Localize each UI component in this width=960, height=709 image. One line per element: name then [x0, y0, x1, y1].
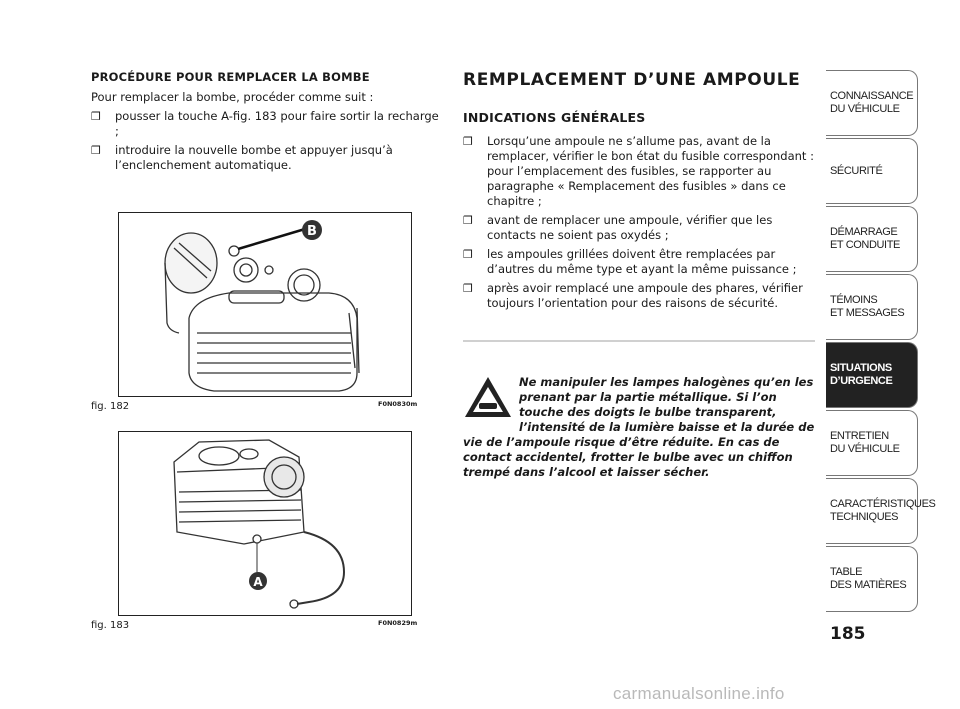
- checkbox-bullet-icon: ❒: [91, 144, 101, 157]
- checkbox-bullet-icon: ❒: [463, 135, 473, 148]
- warning-text: Ne manipuler les lampes halogènes qu’en les prenant par la partie métallique. Si l’on touche des doigts le bulbe transparent, l’intensité de la lumière baisse et la durée de vie de l’ampoule risque d’être réduite. En cas de contact accidentel, frotter le bulbe avec un chiffon trempé dans l’alcool et laisser sécher.: [463, 375, 815, 479]
- tab-situations-urgence[interactable]: SITUATIONS D’URGENCE: [826, 342, 918, 408]
- tab-demarrage[interactable]: DÉMARRAGE ET CONDUITE: [826, 206, 918, 272]
- page-number: 185: [830, 624, 866, 644]
- list-item-text: après avoir remplacé une ampoule des phares, vérifier toujours l’orientation pour des raisons de sécurité.: [487, 281, 803, 310]
- page-title: REMPLACEMENT D’UNE AMPOULE: [463, 70, 801, 90]
- tab-caracteristiques[interactable]: CARACTÉRISTIQUES TECHNIQUES: [826, 478, 918, 544]
- figure-caption: fig. 183: [91, 620, 130, 631]
- list-item-text: Lorsqu’une ampoule ne s’allume pas, avant de la remplacer, vérifier le bon état du fusible correspondant : pour l’emplacement des fusibles, se rapporter au paragraphe « Remplacement des fusibles » dans ce chapitre ;: [487, 134, 814, 208]
- intro-text: Pour remplacer la bombe, procéder comme suit :: [91, 90, 374, 104]
- checkbox-bullet-icon: ❒: [463, 282, 473, 295]
- list-item: [91, 143, 443, 173]
- list-item: [463, 134, 815, 209]
- figure-caption: fig. 182: [91, 401, 130, 412]
- middle-column: [463, 70, 815, 315]
- list-item: [463, 247, 815, 277]
- figure-code: F0N0829m: [378, 619, 418, 627]
- divider: [463, 340, 815, 342]
- chapter-tabs: [826, 70, 936, 614]
- tab-entretien[interactable]: ENTRETIEN DU VÉHICULE: [826, 410, 918, 476]
- list-item: [91, 109, 443, 139]
- section-subtitle: INDICATIONS GÉNÉRALES: [463, 110, 646, 125]
- left-column: [91, 70, 443, 177]
- list-item: [463, 281, 815, 311]
- list-item-text: introduire la nouvelle bombe et appuyer jusqu’à l’enclenchement automatique.: [115, 143, 393, 172]
- warning-icon-spacer: [463, 375, 519, 435]
- compressor-side-illustration: [119, 432, 411, 615]
- list-item-text: avant de remplacer une ampoule, vérifier que les contacts ne soient pas oxydés ;: [487, 213, 773, 242]
- section-heading: PROCÉDURE POUR REMPLACER LA BOMBE: [91, 70, 370, 84]
- tab-connaissance[interactable]: CONNAISSANCE DU VÉHICULE: [826, 70, 918, 136]
- warning-note: [463, 375, 815, 480]
- figure-182-compressor: [118, 212, 412, 397]
- checkbox-bullet-icon: ❒: [463, 248, 473, 261]
- checkbox-bullet-icon: ❒: [91, 110, 101, 123]
- callout-label: A: [253, 575, 263, 589]
- callout-label: B: [307, 224, 317, 239]
- compressor-top-illustration: [119, 213, 411, 396]
- tab-table-matieres[interactable]: TABLE DES MATIÈRES: [826, 546, 918, 612]
- watermark: carmanualsonline.info: [613, 684, 785, 703]
- list-item-text: pousser la touche A-fig. 183 pour faire sortir la recharge ;: [115, 109, 439, 138]
- tab-securite[interactable]: SÉCURITÉ: [826, 138, 918, 204]
- figure-code: F0N0830m: [378, 400, 418, 408]
- tab-temoins[interactable]: TÉMOINS ET MESSAGES: [826, 274, 918, 340]
- figure-183-compressor: [118, 431, 412, 616]
- list-item-text: les ampoules grillées doivent être remplacées par d’autres du même type et ayant la même puissance ;: [487, 247, 797, 276]
- list-item: [463, 213, 815, 243]
- checkbox-bullet-icon: ❒: [463, 214, 473, 227]
